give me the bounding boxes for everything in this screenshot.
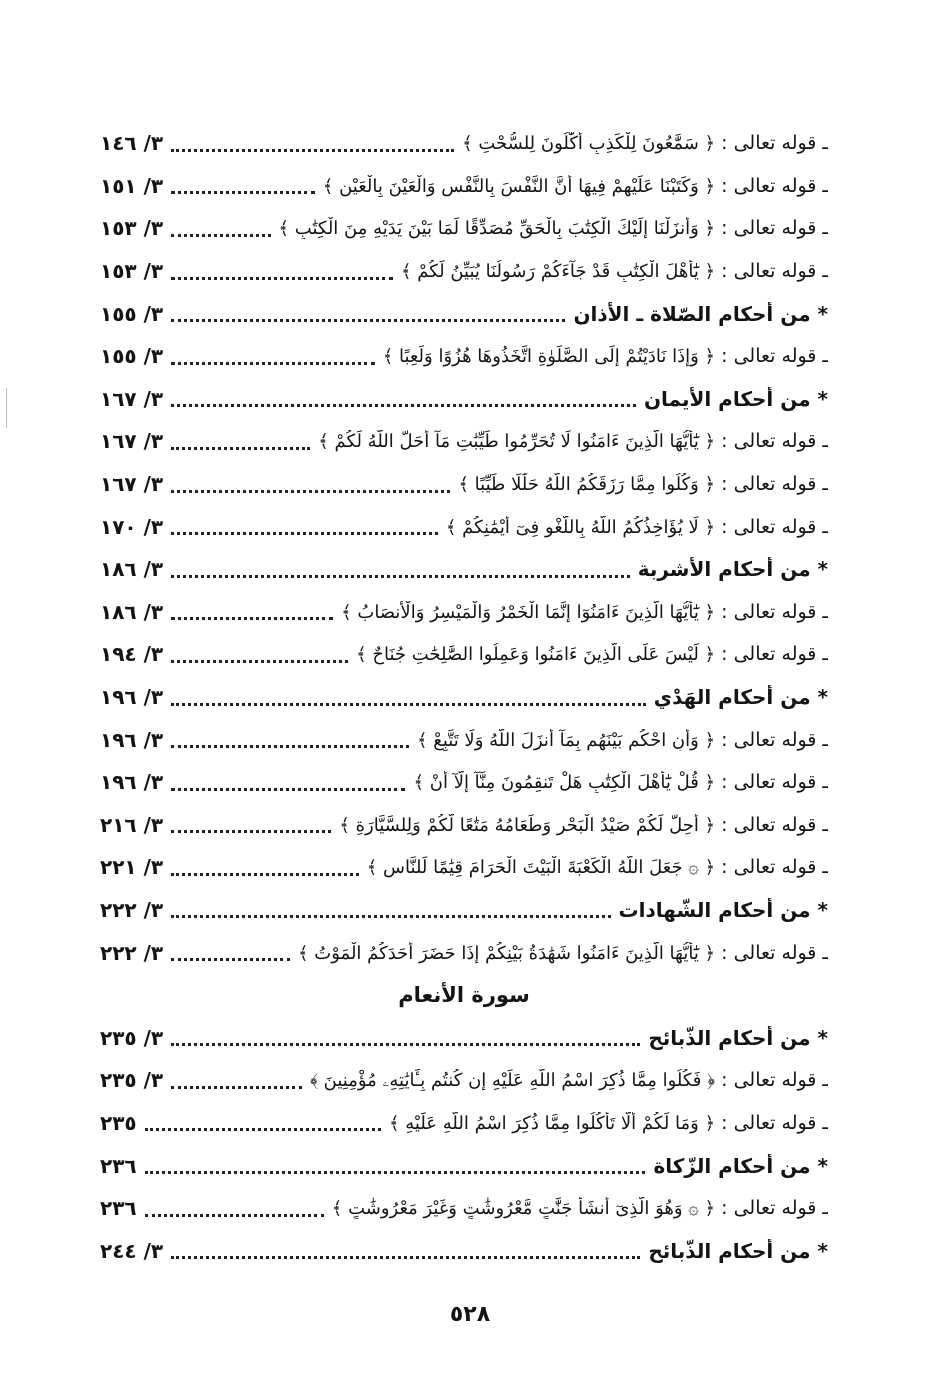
dot-leader — [171, 739, 409, 748]
toc-entry-text — [310, 1069, 828, 1091]
page-reference: ٣/ ١٦٧ — [100, 386, 164, 411]
toc-entry-text — [648, 1239, 828, 1263]
entry-prefix: ـ قوله تعالى : — [721, 728, 828, 751]
ayah-text: ﴿ أُحِلَّ لَكُمْ صَيْدُ الْبَحْرِ وَطَعَامُهُ مَتَٰعًا لَّكُمْ وَلِلسَّيَّارَةِ ﴾ — [339, 814, 716, 836]
toc-section-heading[interactable] — [100, 548, 828, 591]
toc-entry-text — [323, 175, 828, 197]
dot-leader — [171, 441, 310, 450]
dot-leader — [171, 1037, 640, 1046]
toc-entry-text — [644, 387, 828, 411]
page-reference: ٣/ ١٥٥ — [100, 301, 164, 326]
toc-entry[interactable] — [100, 761, 828, 804]
page-reference: ٣/ ١٤٦ — [100, 131, 164, 156]
ayah-text: ﴿ وَمَا لَكُمْ أَلَّا تَأْكُلُوا مِمَّا ذُكِرَ اسْمُ اللَّهِ عَلَيْهِ ﴾ — [389, 1112, 716, 1134]
toc-entry[interactable] — [100, 335, 828, 378]
heading-text: * من أحكام الذّبائح — [648, 1238, 828, 1263]
heading-text: * من أحكام الصّلاة ـ الأذان — [573, 301, 828, 326]
ayah-text: ﴿ فَكُلُوا مِمَّا ذُكِرَ اسْمُ اللَّهِ عَلَيْهِ إِن كُنتُم بِـَٔايَٰتِهِۦ مُؤْمِنِينَ ﴾ — [309, 1070, 716, 1092]
toc-entry-text — [401, 260, 828, 282]
toc-entry[interactable] — [100, 633, 828, 676]
toc-entry-text — [298, 942, 828, 964]
heading-text: * من أحكام الأيمان — [643, 386, 828, 411]
ayah-text: ﴿ قُلْ يَٰٓأَهْلَ الْكِتَٰبِ هَلْ تَنقِمُونَ مِنَّآ إِلَّآ أَنْ ﴾ — [413, 772, 716, 794]
page-reference: ٣/ ١٩٦ — [100, 727, 164, 752]
dot-leader — [171, 484, 450, 493]
toc-entry[interactable] — [100, 165, 828, 208]
toc-entry-text — [356, 643, 828, 665]
page-reference: ٣/ ١٨٦ — [100, 599, 164, 624]
toc-entry-text — [653, 1154, 828, 1178]
toc-entry-text — [339, 814, 828, 836]
toc-section-heading[interactable] — [100, 292, 828, 335]
heading-text: * من أحكام الذّبائح — [648, 1025, 828, 1050]
page-reference: ٣/ ٢٢١ — [100, 855, 164, 880]
toc-entry-text — [573, 302, 828, 326]
toc-section-heading[interactable] — [100, 1144, 828, 1187]
toc-entry-text — [417, 729, 828, 751]
toc-entry-text — [279, 217, 829, 239]
ayah-text: ﴿ وَأَنِ احْكُم بَيْنَهُم بِمَآ أَنزَلَ اللَّهُ وَلَا تَتَّبِعْ ﴾ — [416, 729, 716, 751]
page-reference: ٣/ ١٨٦ — [100, 557, 164, 582]
page-reference: ٣/ ١٧٠ — [100, 514, 164, 539]
dot-leader — [171, 398, 636, 407]
dot-leader — [145, 1165, 646, 1174]
toc-entry[interactable] — [100, 505, 828, 548]
entry-prefix: ـ قوله تعالى : — [721, 515, 828, 538]
page-reference: ٢٣٦ — [100, 1196, 137, 1221]
heading-text: * من أحكام الهَدْي — [653, 685, 828, 710]
table-of-contents — [100, 122, 828, 1272]
dot-leader — [171, 313, 565, 322]
page-reference: ٣/ ٢٣٥ — [100, 1068, 164, 1093]
dot-leader — [171, 271, 393, 280]
dot-leader — [171, 185, 315, 194]
toc-entry[interactable] — [100, 207, 828, 250]
ayah-text: ﴿ يَٰٓأَيُّهَا الَّذِينَ ءَامَنُوا لَا تُحَرِّمُوا طَيِّبَٰتِ مَآ أَحَلَّ اللَّهُ لَكُمْ ﴾ — [318, 431, 716, 453]
toc-entry-text — [462, 132, 828, 154]
toc-entry-text — [332, 1197, 828, 1219]
dot-leader — [171, 697, 646, 706]
toc-entry[interactable] — [100, 591, 828, 634]
ayah-text: ﴿ لَيْسَ عَلَى الَّذِينَ ءَامَنُوا وَعَمِلُوا الصَّٰلِحَٰتِ جُنَاحٌ ﴾ — [356, 644, 716, 666]
ayah-text: ﴿ يَٰٓأَيُّهَا الَّذِينَ ءَامَنُوٓا إِنَّمَا الْخَمْرُ وَالْمَيْسِرُ وَالْأَنصَابُ ﴾ — [341, 601, 716, 623]
dot-leader — [171, 356, 375, 365]
entry-prefix: ـ قوله تعالى : — [721, 260, 828, 283]
page-reference: ٣/ ١٩٤ — [100, 642, 164, 667]
toc-entry-text — [318, 430, 828, 452]
toc-entry-text — [389, 1112, 828, 1134]
entry-prefix: ـ قوله تعالى : — [721, 217, 828, 240]
toc-entry[interactable] — [100, 1059, 828, 1102]
page-reference: ٢٣٦ — [100, 1153, 137, 1178]
entry-prefix: ـ قوله تعالى : — [721, 345, 828, 368]
page-reference: ٣/ ١٥١ — [100, 173, 164, 198]
toc-entry-text — [648, 1026, 828, 1050]
entry-prefix: ـ قوله تعالى : — [721, 132, 828, 155]
dot-leader — [171, 611, 333, 620]
entry-prefix: ـ قوله تعالى : — [721, 473, 828, 496]
toc-entry[interactable] — [100, 122, 828, 165]
toc-entry[interactable] — [100, 718, 828, 761]
toc-section-heading[interactable] — [100, 1229, 828, 1272]
page-reference: ٣/ ٢٢٢ — [100, 940, 164, 965]
page-reference: ٣/ ٢١٦ — [100, 812, 164, 837]
page-reference: ٣/ ١٦٧ — [100, 472, 164, 497]
toc-entry-text — [367, 856, 828, 878]
entry-prefix: ـ قوله تعالى : — [721, 813, 828, 836]
dot-leader — [171, 782, 405, 791]
ayah-text: ﴿ لَا يُؤَاخِذُكُمُ اللَّهُ بِاللَّغْوِ فِىٓ أَيْمَٰنِكُمْ ﴾ — [445, 516, 716, 538]
page-reference: ٣/ ١٥٣ — [100, 216, 164, 241]
toc-section-heading[interactable] — [100, 676, 828, 719]
entry-prefix: ـ قوله تعالى : — [721, 430, 828, 453]
entry-prefix: ـ قوله تعالى : — [721, 771, 828, 794]
ayah-text: ﴿ وَكُلُوا مِمَّا رَزَقَكُمُ اللَّهُ حَلَٰلًا طَيِّبًا ﴾ — [458, 474, 716, 496]
ayah-text: ﴿ وَكَتَبْنَا عَلَيْهِمْ فِيهَا أَنَّ النَّفْسَ بِالنَّفْسِ وَالْعَيْنَ بِالْعَيْنِ ﴾ — [322, 175, 716, 197]
dot-leader — [171, 1250, 640, 1259]
entry-prefix: ـ قوله تعالى : — [721, 1069, 828, 1092]
dot-leader — [145, 1122, 381, 1131]
dot-leader — [171, 569, 630, 578]
dot-leader — [171, 952, 290, 961]
dot-leader — [171, 228, 270, 237]
page-reference: ٣/ ١٦٧ — [100, 429, 164, 454]
toc-entry[interactable] — [100, 1102, 828, 1145]
toc-entry[interactable] — [100, 846, 828, 889]
page-reference: ٣/ ١٩٦ — [100, 770, 164, 795]
toc-entry-text — [654, 685, 828, 709]
toc-entry-text — [638, 557, 828, 581]
toc-entry[interactable] — [100, 463, 828, 506]
toc-entry-text — [383, 345, 828, 367]
entry-prefix: ـ قوله تعالى : — [721, 856, 828, 879]
page-reference: ٣/ ١٩٦ — [100, 685, 164, 710]
dot-leader — [171, 526, 438, 535]
toc-entry[interactable] — [100, 1187, 828, 1230]
surah-title: سورة الأنعام — [398, 982, 530, 1007]
page-reference: ٣/ ٢٢٢ — [100, 897, 164, 922]
entry-prefix: ـ قوله تعالى : — [721, 174, 828, 197]
heading-text: * من أحكام الأشربة — [637, 557, 828, 582]
toc-entry-text — [446, 516, 828, 538]
entry-prefix: ـ قوله تعالى : — [721, 643, 828, 666]
toc-entry-text — [619, 898, 828, 922]
heading-text: * من أحكام الشّهادات — [618, 897, 828, 922]
dot-leader — [171, 143, 454, 152]
page-reference: ٣/ ١٥٥ — [100, 344, 164, 369]
ayah-text: ﴿ وَأَنزَلْنَا إِلَيْكَ الْكِتَٰبَ بِالْحَقِّ مُصَدِّقًا لِّمَا بَيْنَ يَدَيْهِ مِنَ الْكِتَٰبِ ﴾ — [278, 218, 716, 240]
toc-section-heading[interactable] — [100, 378, 828, 421]
toc-entry[interactable] — [100, 250, 828, 293]
entry-prefix: ـ قوله تعالى : — [721, 1197, 828, 1220]
toc-section-heading[interactable] — [100, 889, 828, 932]
page-number: ٥٢٨ — [449, 1302, 491, 1327]
toc-entry-text — [413, 771, 828, 793]
ayah-text: ﴿ يَٰٓأَهْلَ الْكِتَٰبِ قَدْ جَآءَكُمْ رَسُولُنَا يُبَيِّنُ لَكُمْ ﴾ — [400, 261, 716, 283]
toc-entry[interactable] — [100, 804, 828, 847]
dot-leader — [171, 654, 348, 663]
page-reference: ٢٣٥ — [100, 1110, 137, 1135]
ayah-text: ﴿ يَٰٓأَيُّهَا الَّذِينَ ءَامَنُوا شَهَٰدَةُ بَيْنِكُمْ إِذَا حَضَرَ أَحَدَكُمُ الْمَوْتُ ﴾ — [298, 942, 716, 964]
page-reference: ٣/ ٢٣٥ — [100, 1025, 164, 1050]
dot-leader — [171, 867, 359, 876]
entry-prefix: ـ قوله تعالى : — [721, 941, 828, 964]
entry-prefix: ـ قوله تعالى : — [721, 600, 828, 623]
dot-leader — [145, 1208, 324, 1217]
entry-prefix: ـ قوله تعالى : — [721, 1111, 828, 1134]
page-reference: ٣/ ١٥٣ — [100, 259, 164, 284]
ayah-text: ﴿ ۞ جَعَلَ اللَّهُ الْكَعْبَةَ الْبَيْتَ الْحَرَامَ قِيَٰمًا لِّلنَّاسِ ﴾ — [366, 857, 716, 879]
ayah-text: ﴿ سَمَّٰعُونَ لِلْكَذِبِ أَكَّٰلُونَ لِلسُّحْتِ ﴾ — [462, 133, 716, 155]
toc-entry-text — [341, 601, 828, 623]
ayah-text: ﴿ وَإِذَا نَادَيْتُمْ إِلَى الصَّلَوٰةِ اتَّخَذُوهَا هُزُوًا وَلَعِبًا ﴾ — [382, 346, 716, 368]
toc-entry[interactable] — [100, 420, 828, 463]
dot-leader — [171, 1080, 302, 1089]
ayah-text: ﴿ ۞ وَهُوَ الَّذِىٓ أَنشَأَ جَنَّٰتٍ مَّعْرُوشَٰتٍ وَغَيْرَ مَعْرُوشَٰتٍ ﴾ — [331, 1198, 716, 1220]
page-reference: ٣/ ٢٤٤ — [100, 1238, 164, 1263]
heading-text: * من أحكام الزّكاة — [653, 1153, 828, 1178]
dot-leader — [171, 824, 331, 833]
toc-entry[interactable] — [100, 931, 828, 974]
page-edge-mark — [6, 388, 7, 428]
toc-entry-text — [458, 473, 828, 495]
dot-leader — [171, 909, 610, 918]
toc-section-heading[interactable] — [100, 1016, 828, 1059]
